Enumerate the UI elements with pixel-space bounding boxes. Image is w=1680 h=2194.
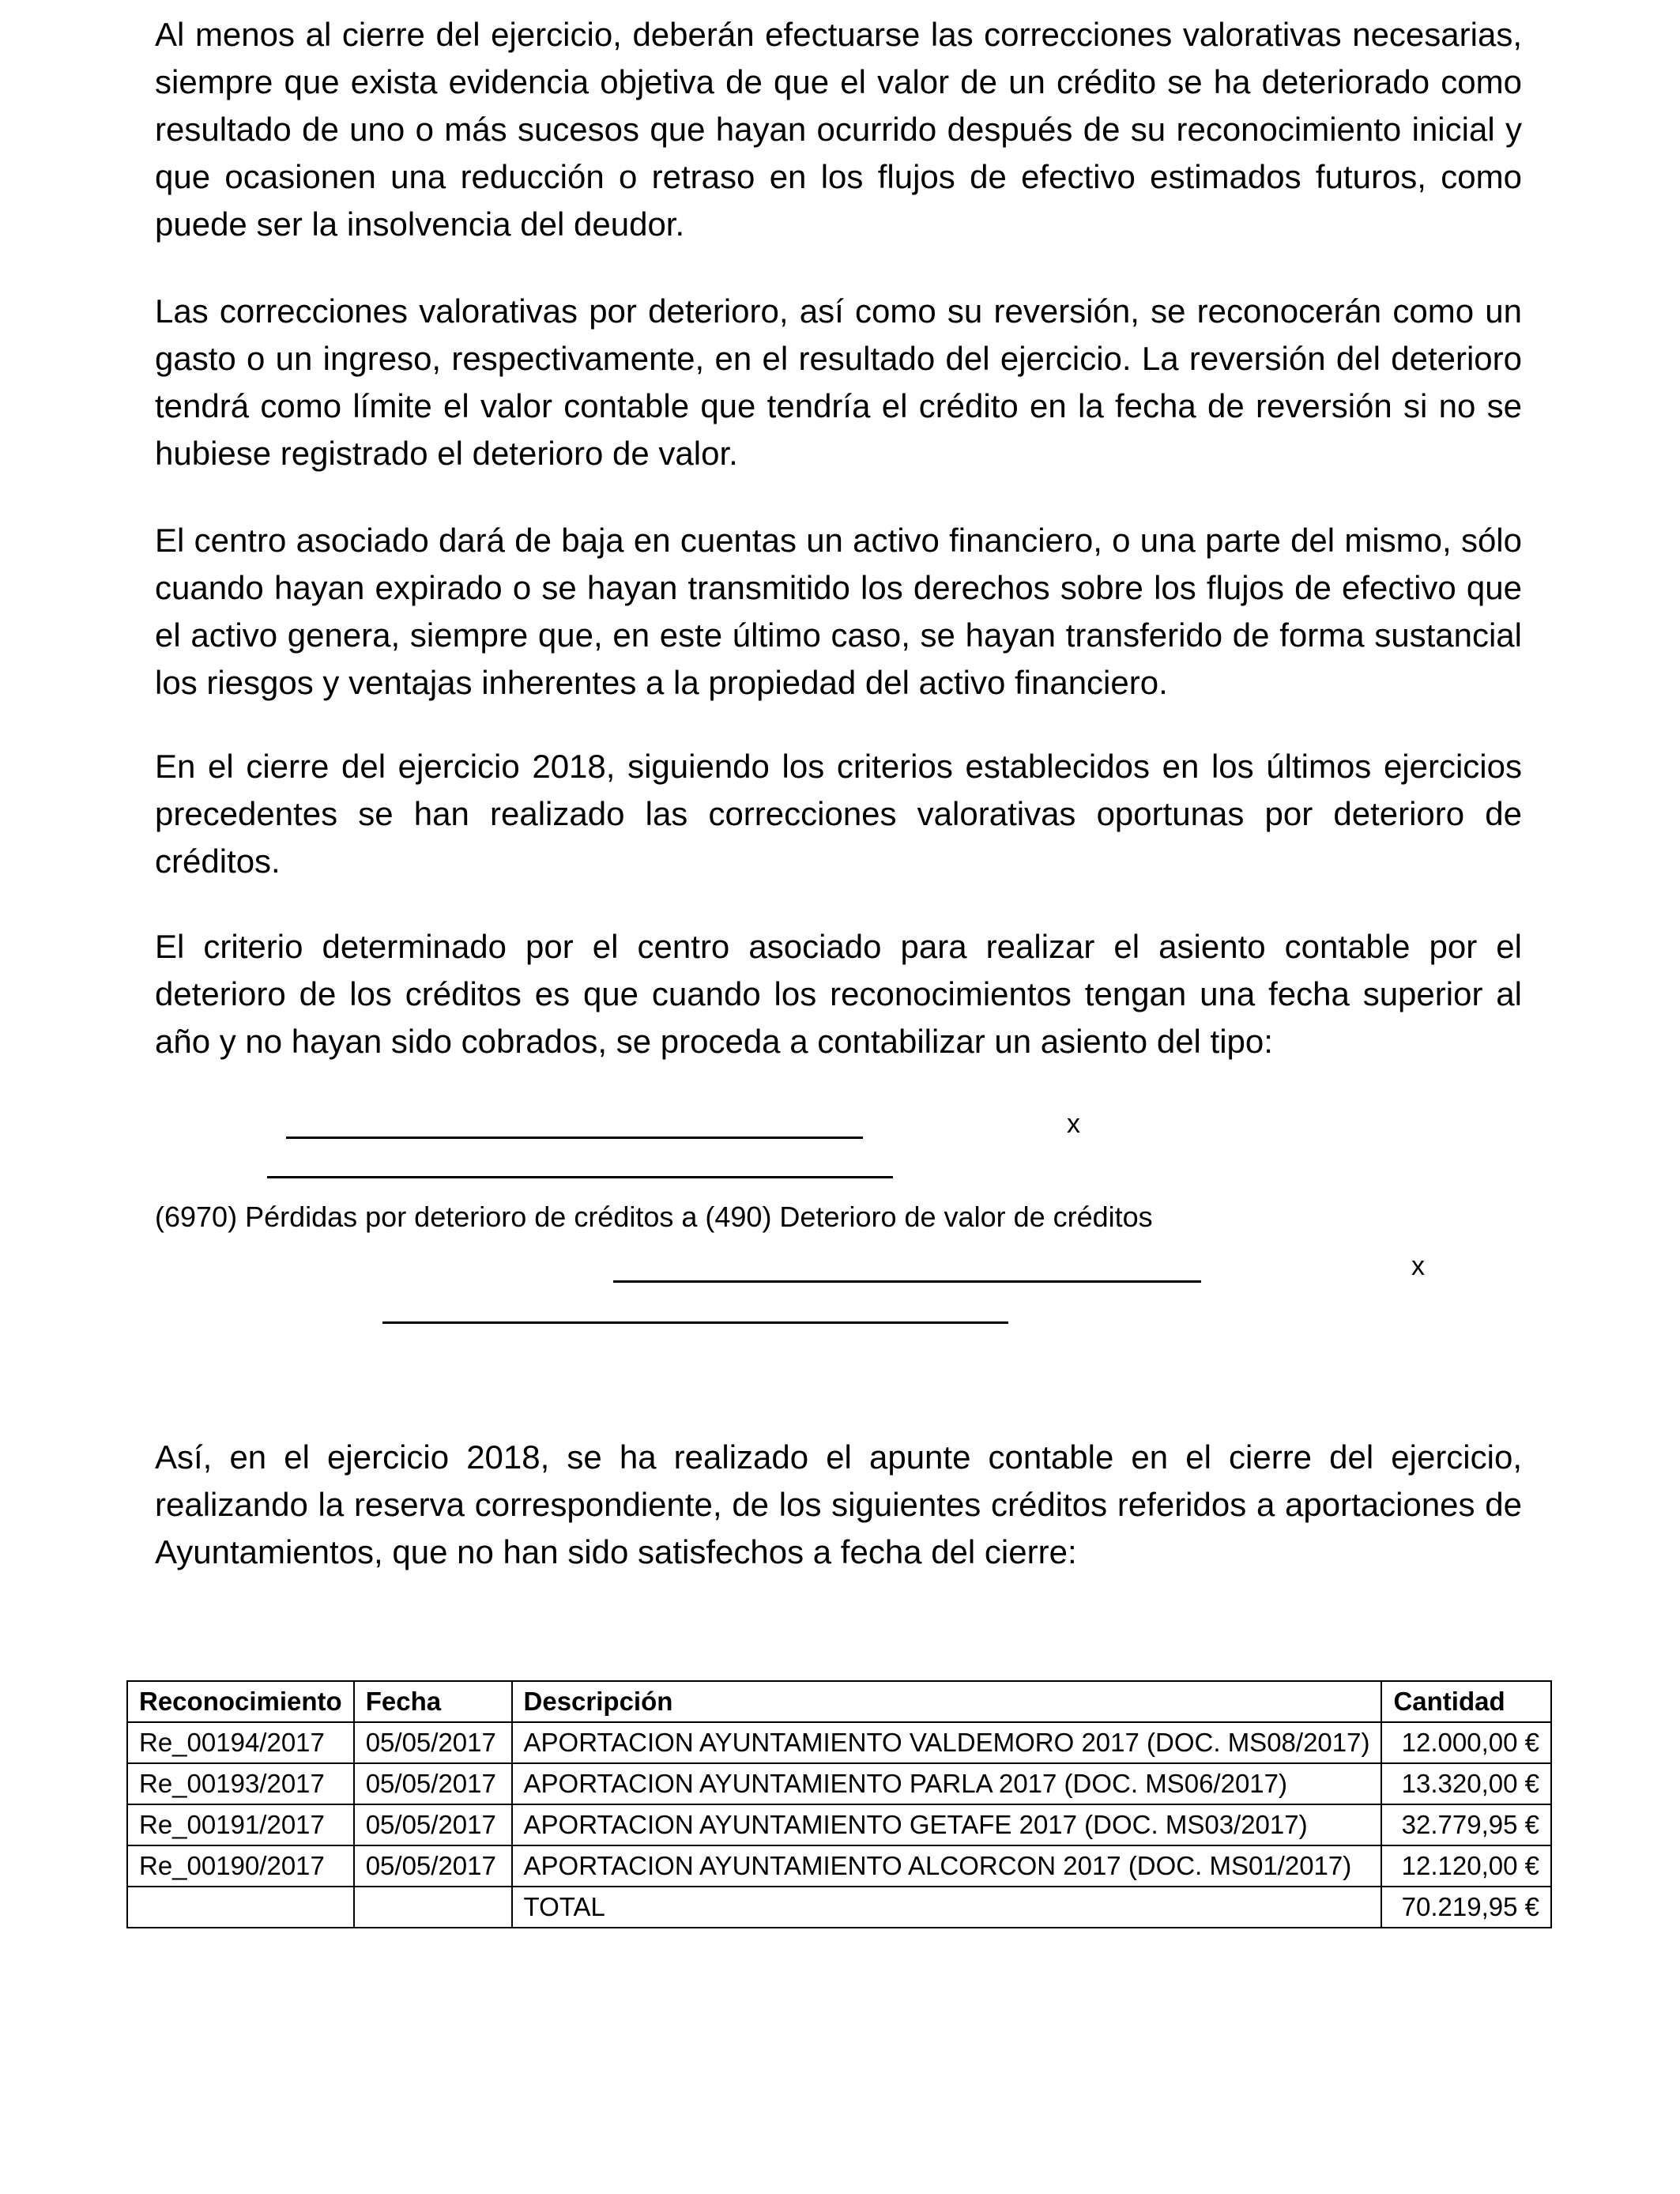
header-descripcion: Descripción bbox=[512, 1681, 1382, 1722]
table-row bbox=[127, 1722, 1551, 1763]
table-row bbox=[127, 1845, 1551, 1887]
paragraph-2: Las correcciones valorativas por deterioro, así como su reversión, se reconocerán como un gasto o un ingreso, respectivamente, en el resultado del ejercicio. La reversión del deterioro tendrá como límite el valor contable que tendría el crédito en la fecha de reversión si no se hubiese registrado el deterioro de valor. bbox=[155, 292, 1522, 472]
header-reconocimiento: Reconocimiento bbox=[127, 1681, 354, 1722]
cell-fecha: 05/05/2017 bbox=[354, 1845, 512, 1887]
table-header-row bbox=[127, 1681, 1551, 1722]
cell-fecha: 05/05/2017 bbox=[354, 1804, 512, 1845]
paragraph-1: Al menos al cierre del ejercicio, deberán efectuarse las correcciones valorativas necesarias, siempre que exista evidencia objetiva de que el valor de un crédito se ha deteriorado como resultado de uno o más sucesos que hayan ocurrido después de su reconocimiento inicial y que ocasionen una reducción o retraso en los flujos de efectivo estimados futuros, como puede ser la insolvencia del deudor. bbox=[155, 16, 1522, 243]
cell-reconocimiento: Re_00194/2017 bbox=[127, 1722, 354, 1763]
cell-descripcion: APORTACION AYUNTAMIENTO ALCORCON 2017 (DOC. MS01/2017) bbox=[512, 1845, 1382, 1887]
cell-cantidad: 32.779,95 € bbox=[1381, 1804, 1551, 1845]
header-cantidad: Cantidad bbox=[1381, 1681, 1551, 1722]
entry-mark-top: x bbox=[1067, 1109, 1080, 1139]
entry-text: (6970) Pérdidas por deterioro de créditos a (490) Deterioro de valor de créditos bbox=[155, 1201, 1153, 1233]
cell-fecha: 05/05/2017 bbox=[354, 1722, 512, 1763]
closing-paragraph: Así, en el ejercicio 2018, se ha realizado el apunte contable en el cierre del ejercicio, realizando la reserva correspondiente, de los siguientes créditos referidos a aportaciones de Ayuntamientos, que no han sido satisfechos a fecha del cierre: bbox=[155, 1438, 1522, 1570]
paragraph-4: En el cierre del ejercicio 2018, siguiendo los criterios establecidos en los últimos ejercicios precedentes se han realizado las correcciones valorativas oportunas por deterioro de créditos. bbox=[155, 748, 1522, 880]
cell-reconocimiento: Re_00193/2017 bbox=[127, 1763, 354, 1804]
paragraph-3: El centro asociado dará de baja en cuentas un activo financiero, o una parte del mismo, sólo cuando hayan expirado o se hayan transmitido los derechos sobre los flujos de efectivo que el activo genera, siempre que, en este último caso, se hayan transferido de forma sustancial los riesgos y ventajas inherentes a la propiedad del activo financiero. bbox=[155, 522, 1522, 701]
credits-table bbox=[126, 1680, 1552, 1928]
entry-line-debit-2 bbox=[267, 1176, 893, 1178]
table-row bbox=[127, 1763, 1551, 1804]
total-amount: 70.219,95 € bbox=[1381, 1887, 1551, 1928]
table-total-row bbox=[127, 1887, 1551, 1928]
total-cell-empty-1 bbox=[127, 1887, 354, 1928]
entry-line-debit bbox=[286, 1137, 863, 1139]
total-cell-empty-2 bbox=[354, 1887, 512, 1928]
entry-line-credit bbox=[613, 1280, 1201, 1283]
header-fecha: Fecha bbox=[354, 1681, 512, 1722]
entry-line-credit-2 bbox=[382, 1321, 1008, 1324]
paragraph-5: El criterio determinado por el centro asociado para realizar el asiento contable por el deterioro de los créditos es que cuando los reconocimientos tengan una fecha superior al año y no hayan sido cobrados, se proceda a contabilizar un asiento del tipo: bbox=[155, 928, 1522, 1060]
cell-descripcion: APORTACION AYUNTAMIENTO PARLA 2017 (DOC. MS06/2017) bbox=[512, 1763, 1382, 1804]
cell-cantidad: 12.000,00 € bbox=[1381, 1722, 1551, 1763]
cell-reconocimiento: Re_00190/2017 bbox=[127, 1845, 354, 1887]
cell-cantidad: 12.120,00 € bbox=[1381, 1845, 1551, 1887]
total-label: TOTAL bbox=[512, 1887, 1382, 1928]
cell-fecha: 05/05/2017 bbox=[354, 1763, 512, 1804]
cell-descripcion: APORTACION AYUNTAMIENTO VALDEMORO 2017 (DOC. MS08/2017) bbox=[512, 1722, 1382, 1763]
table-row bbox=[127, 1804, 1551, 1845]
cell-reconocimiento: Re_00191/2017 bbox=[127, 1804, 354, 1845]
entry-mark-bottom: x bbox=[1411, 1251, 1425, 1281]
cell-cantidad: 13.320,00 € bbox=[1381, 1763, 1551, 1804]
cell-descripcion: APORTACION AYUNTAMIENTO GETAFE 2017 (DOC. MS03/2017) bbox=[512, 1804, 1382, 1845]
